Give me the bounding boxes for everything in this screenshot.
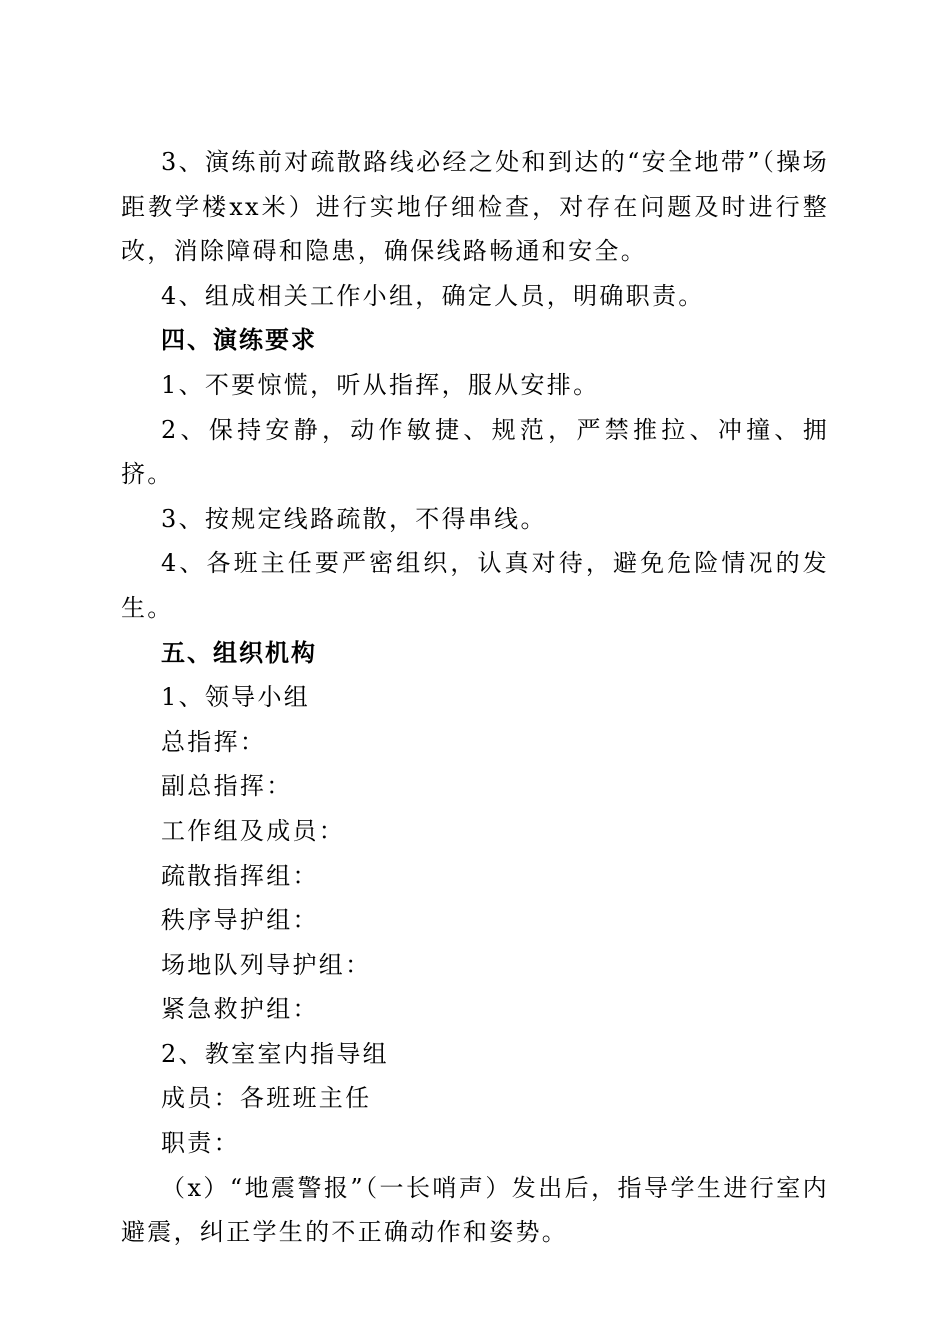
field-evacuation-command-group: 疏散指挥组： — [161, 861, 319, 890]
requirement-item-2: 2、保持安静，动作敏捷、规范，严禁推拉、冲撞、拥挤。 — [121, 415, 829, 489]
paragraph-safety-check: 3、演练前对疏散路线必经之处和到达的“安全地带”（操场距教学楼xx米）进行实地仔细检查，对存在问题及时进行整改，消除障碍和隐患，确保线路畅通和安全。 — [121, 148, 829, 266]
subheading-classroom-guidance-group: 2、教室室内指导组 — [161, 1039, 389, 1068]
section-heading-organization: 五、组织机构 — [161, 638, 317, 667]
field-order-guard-group: 秩序导护组： — [161, 906, 319, 935]
field-deputy-commander: 副总指挥： — [161, 772, 293, 801]
paragraph-work-groups: 4、组成相关工作小组，确定人员，明确职责。 — [161, 281, 705, 310]
requirement-item-4: 4、各班主任要严密组织，认真对待，避免危险情况的发生。 — [121, 549, 829, 622]
field-field-queue-guard-group: 场地队列导护组： — [161, 950, 372, 979]
field-commander-in-chief: 总指挥： — [161, 727, 267, 756]
field-duties: 职责： — [161, 1129, 240, 1158]
field-members: 成员：各班班主任 — [161, 1084, 372, 1113]
requirement-item-1: 1、不要惊慌，听从指挥，服从安排。 — [161, 370, 600, 399]
subheading-leadership-group: 1、领导小组 — [161, 683, 311, 712]
paragraph-earthquake-alarm-duty: （x）“地震警报”（一长哨声）发出后，指导学生进行室内避震，纠正学生的不正确动作和姿势。 — [121, 1173, 829, 1247]
field-emergency-rescue-group: 紧急救护组： — [161, 995, 319, 1024]
field-work-groups-members: 工作组及成员： — [161, 816, 346, 845]
requirement-item-3: 3、按规定线路疏散，不得串线。 — [161, 504, 547, 533]
section-heading-drill-requirements: 四、演练要求 — [161, 326, 317, 355]
